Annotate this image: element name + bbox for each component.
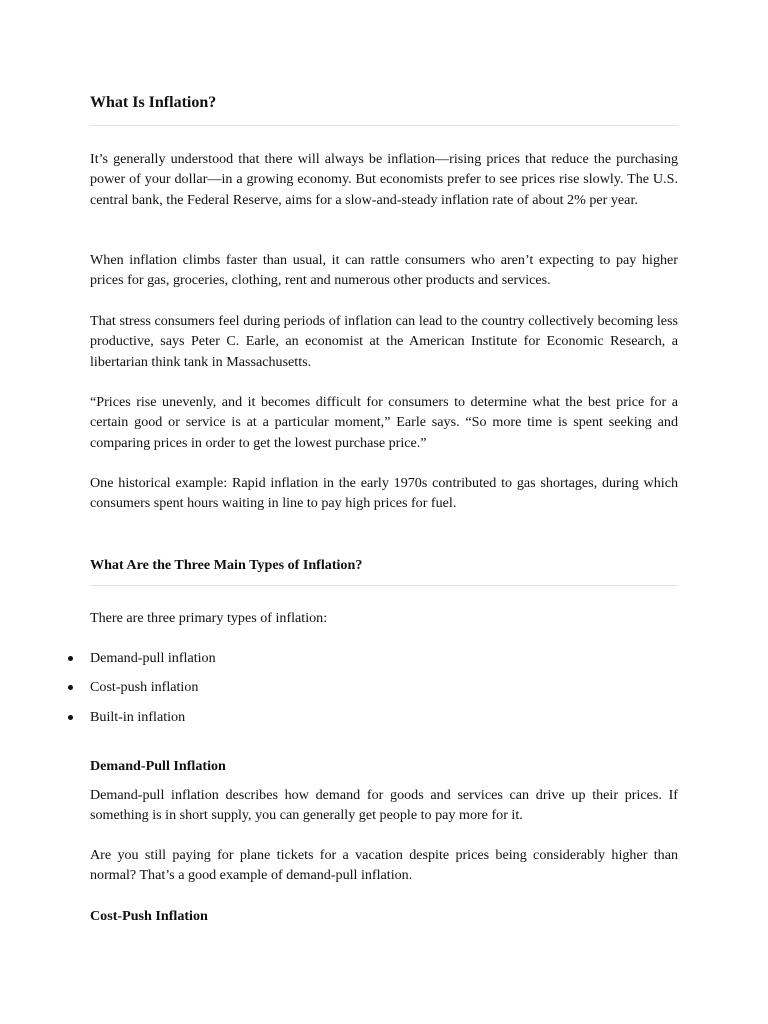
paragraph-inflation-consumers: When inflation climbs faster than usual, it can rattle consumers who aren’t expecting to pay higher prices for gas, groceries, clothing, rent and numerous other products and services. bbox=[90, 252, 678, 289]
list-item bbox=[68, 707, 185, 727]
subheading-cost-push: Cost-Push Inflation bbox=[90, 908, 208, 924]
paragraph-types-intro: There are three primary types of inflation: bbox=[90, 610, 328, 626]
list-item-label: Cost-push inflation bbox=[90, 679, 199, 695]
bullet-icon bbox=[68, 685, 73, 690]
page-title: What Is Inflation? bbox=[90, 94, 217, 111]
bullet-icon bbox=[68, 656, 73, 661]
paragraph-demand-pull-example: Are you still paying for plane tickets for a vacation despite prices being considerably higher than normal? That’s a good example of demand-pull inflation. bbox=[90, 847, 678, 884]
title-divider bbox=[90, 125, 678, 126]
list-item bbox=[68, 677, 198, 697]
section-heading-types: What Are the Three Main Types of Inflation? bbox=[90, 557, 363, 573]
paragraph-demand-pull-definition: Demand-pull inflation describes how demand for goods and services can drive up their prices. If something is in short supply, you can generally get people to pay more for it. bbox=[90, 787, 678, 824]
subheading-demand-pull: Demand-Pull Inflation bbox=[90, 758, 226, 774]
list-item-label: Demand-pull inflation bbox=[90, 650, 216, 666]
paragraph-inflation-productivity: That stress consumers feel during periods of inflation can lead to the country collectively becoming less productive, says Peter C. Earle, an economist at the American Institute for Economic Research, a libertarian think tank in Massachusetts. bbox=[90, 313, 678, 370]
paragraph-earle-quote: “Prices rise unevenly, and it becomes difficult for consumers to determine what the best price for a certain good or service is at a particular moment,” Earle says. “So more time is spent seeking and comparing prices in order to get the lowest purchase price.” bbox=[90, 394, 678, 451]
bullet-icon bbox=[68, 715, 73, 720]
paragraph-inflation-intro: It’s generally understood that there will always be inflation—rising prices that reduce the purchasing power of your dollar—in a growing economy. But economists prefer to see prices rise slowly. The U.S. central bank, the Federal Reserve, aims for a slow-and-steady inflation rate of about 2% per year. bbox=[90, 151, 678, 208]
list-item bbox=[68, 648, 216, 668]
list-item-label: Built-in inflation bbox=[90, 709, 186, 725]
section-divider bbox=[90, 585, 678, 586]
paragraph-historical-example: One historical example: Rapid inflation in the early 1970s contributed to gas shortages, during which consumers spent hours waiting in line to pay high prices for fuel. bbox=[90, 475, 678, 512]
